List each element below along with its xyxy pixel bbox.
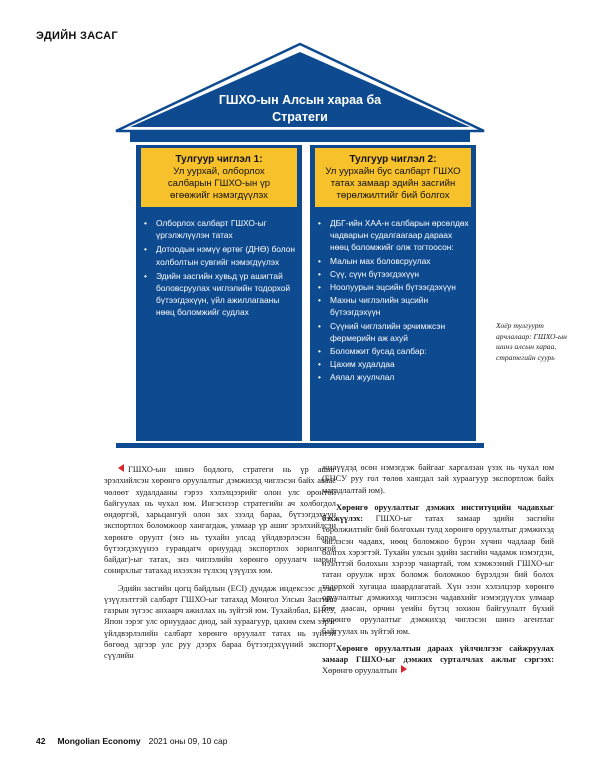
pillar-left: [136, 145, 302, 441]
magazine-name: Mongolian Economy: [57, 736, 141, 746]
paragraph-text: жилүүдэд өсөн нэмэгдэж байгааг харгалзан үзэх нь чухал юм (БНСУ руу гол төлөв хаягдал зай хураагуур экспортлож байх магадлалтай юм).: [322, 463, 554, 495]
pillar-left-list: [144, 217, 298, 319]
figure-caption: Хоёр тулгуурт арчлалаар: ГШХО-ын шинэ алсын хараа, стратегийн суурь: [496, 321, 567, 362]
paragraph-text: ГШХО-ын шинэ бодлого, стратеги нь үр ашиг эрэлхийлсэн хөрөнгө оруулалтыг дэмжихэд чиглэсэн байх аваас чөлөөт худалдааны гэрээ хэлэлцээрийг олон улс оронтой байгуулах нь чухал юм. Ингэснээр стратегийн ач холбогдол өндөртэй, харьцангуй олон зах зээлд бараа, бүтээгдэхүүн экспортлох боломжоор хангагдаж, улмаар үр ашиг эрэлхийлсэн хөрөнгө оруулт (энэ нь тухайн улсад үйлдвэрлэсэн бараа бүтээгдэхүүнээ гуравдагч орнуудад экспортлох зорилготой байдаг)-ыг татах, энэ чиглэлийн хөрөнгө оруулагч нарын сонирхлыг татахад ихээхэн түлхэц үзүүлэх юм.: [104, 465, 336, 576]
red-triangle-left-icon: [118, 464, 124, 472]
pillar-right-line1: Ул уурхайн бус салбарт ГШХО: [325, 166, 461, 177]
list-item: • Махны чиглэлийн эцсийн бүтээгдэхүүн: [318, 294, 472, 318]
paragraph-text: ГШХО-ыг татах замаар эдийн засгийн төрөлжилтийг бий болгохын тулд хөрөнгө оруулалтыг дэмжихэд чиглэсэн чадавх, нөөц боломжоо бүрэн хүчин чадлаар бий болгох хэрэгтэй. Тухайн улсын эдийн засгийн чадамж нэмэгдэн, нээлттэй болохын хэрээр чанартай, том хэмжээний ГШХО-ыг татан оруулж ирэх боломж боломжоо бүрэлдэн бий болох тодорхой хугацаа шаардлагатай. Хүн эзэн хэлэлцээр хөрөнгө оруулалтыг дэмжихэд чиглэсэн чадавхийг нэмэгдүүлэх улмаар бие даасан, орчин үеийн бүтэц зохион байгуулалт бүхий хөрөнгө оруулалтыг дэмжихэд чиглэсэн шинэ агентлаг байгуулах нь зүйтэй юм.: [322, 514, 554, 636]
article-column-left: [104, 464, 336, 667]
pillar-right: [310, 145, 476, 441]
pillar-right-list: [318, 217, 472, 384]
list-item: • Цахим худалдаа: [318, 358, 472, 370]
paragraph: [322, 462, 554, 496]
red-triangle-right-icon: [401, 665, 407, 673]
paragraph: [104, 583, 336, 662]
list-item: • Малын мах боловсруулах: [318, 255, 472, 267]
list-item: • Сүү, сүүн бүтээгдэхүүн: [318, 268, 472, 280]
roof-title: [210, 92, 390, 126]
article-column-right: [322, 462, 554, 683]
list-item: • Дотоодын нэмүү өртөг (ДНӨ) болон холболтын сувгийг нэмэгдүүлэх: [144, 243, 298, 267]
list-item: • Аялал жуулчлал: [318, 371, 472, 383]
pillar-left-line3: өгөөжийг нэмэгдүүлэх: [170, 190, 268, 201]
paragraph-text: Хөрөнгө оруулалтын: [322, 666, 397, 676]
list-item: • ДБГ-ийн ХАА-н салбарын өрсөлдөх чадварын судалгаагаар дараах нөөц боломжийг олж тогтоосон:: [318, 217, 472, 254]
paragraph-lead: Хөрөнгө оруулалтын дараах үйлчилгээг сайжруулах замаар ГШХО-ыг дэмжих сурталчлах ажлыг сэргээх:: [322, 643, 554, 664]
pillar-right-head: [315, 148, 471, 207]
issue-date: 2021 оны 09, 10 сар: [148, 736, 228, 746]
base: [116, 443, 484, 448]
pillar-right-title: Тулгуур чиглэл 2:: [349, 154, 437, 165]
roof-title-line2: Стратеги: [272, 110, 328, 124]
list-item: • Олборлох салбарт ГШХО-ыг үргэлжлүүлэн татах: [144, 217, 298, 241]
pillar-left-title: Тулгуур чиглэл 1:: [175, 154, 263, 165]
list-item: • Ноолуурын эцсийн бүтээгдэхүүн: [318, 281, 472, 293]
lintel: [130, 132, 470, 142]
page-number: 42: [36, 736, 46, 746]
list-item: • Сүүний чиглэлийн эрчимжсэн фермерийн аж ахуй: [318, 320, 472, 344]
pillar-right-line2: татах замаар эдийн засгийн: [330, 178, 456, 189]
pillar-right-line3: төрөлжилтийг бий болгох: [336, 190, 450, 201]
paragraph-text: Эдийн засгийн цогц байдлын (ECI) дундаж индексээс дээш үзүүлэлттэй салбарт ГШХО-ыг татахад Монгол Улсын Засгийн газрын зүгээс анхаарч ажиллах нь зүйтэй юм. Тухайлбал, БНСУ, Япон зэрэг улс орнуудаас диод, зай хураагуур, цахим схем зэрэг үйлдвэрлэлийн салбарт хөрөнгө оруулалт татах нь зүйтэй бөгөөд эдгээр улс руу дээрх бараа бүтээгдэхүүний экспорт сүүлийн: [104, 583, 336, 660]
pillar-left-line1: Ул уурхай, олборлох: [173, 166, 265, 177]
paragraph: [322, 643, 554, 677]
page-footer: [36, 736, 227, 746]
paragraph: [104, 464, 336, 577]
pillar-left-line2: салбарын ГШХО-ын үр: [167, 178, 271, 189]
list-item: • Эдийн засгийн хувьд үр ашигтай боловсруулах чиглэлийн тодорхой бүтээгдэхүүн, үйл ажиллагааны нөөц боломжийг судлах: [144, 270, 298, 319]
paragraph-lead: Хөрөнгө оруулалтыг дэмжих институцийн чадавхыг бэхжүүлэх:: [322, 502, 554, 523]
list-item: • Боломжит бусад салбар:: [318, 345, 472, 357]
pillar-left-head: [141, 148, 297, 207]
paragraph: [322, 502, 554, 637]
roof-title-line1: ГШХО-ын Алсын хараа ба: [218, 93, 382, 107]
section-header: ЭДИЙН ЗАСАГ: [36, 30, 118, 42]
